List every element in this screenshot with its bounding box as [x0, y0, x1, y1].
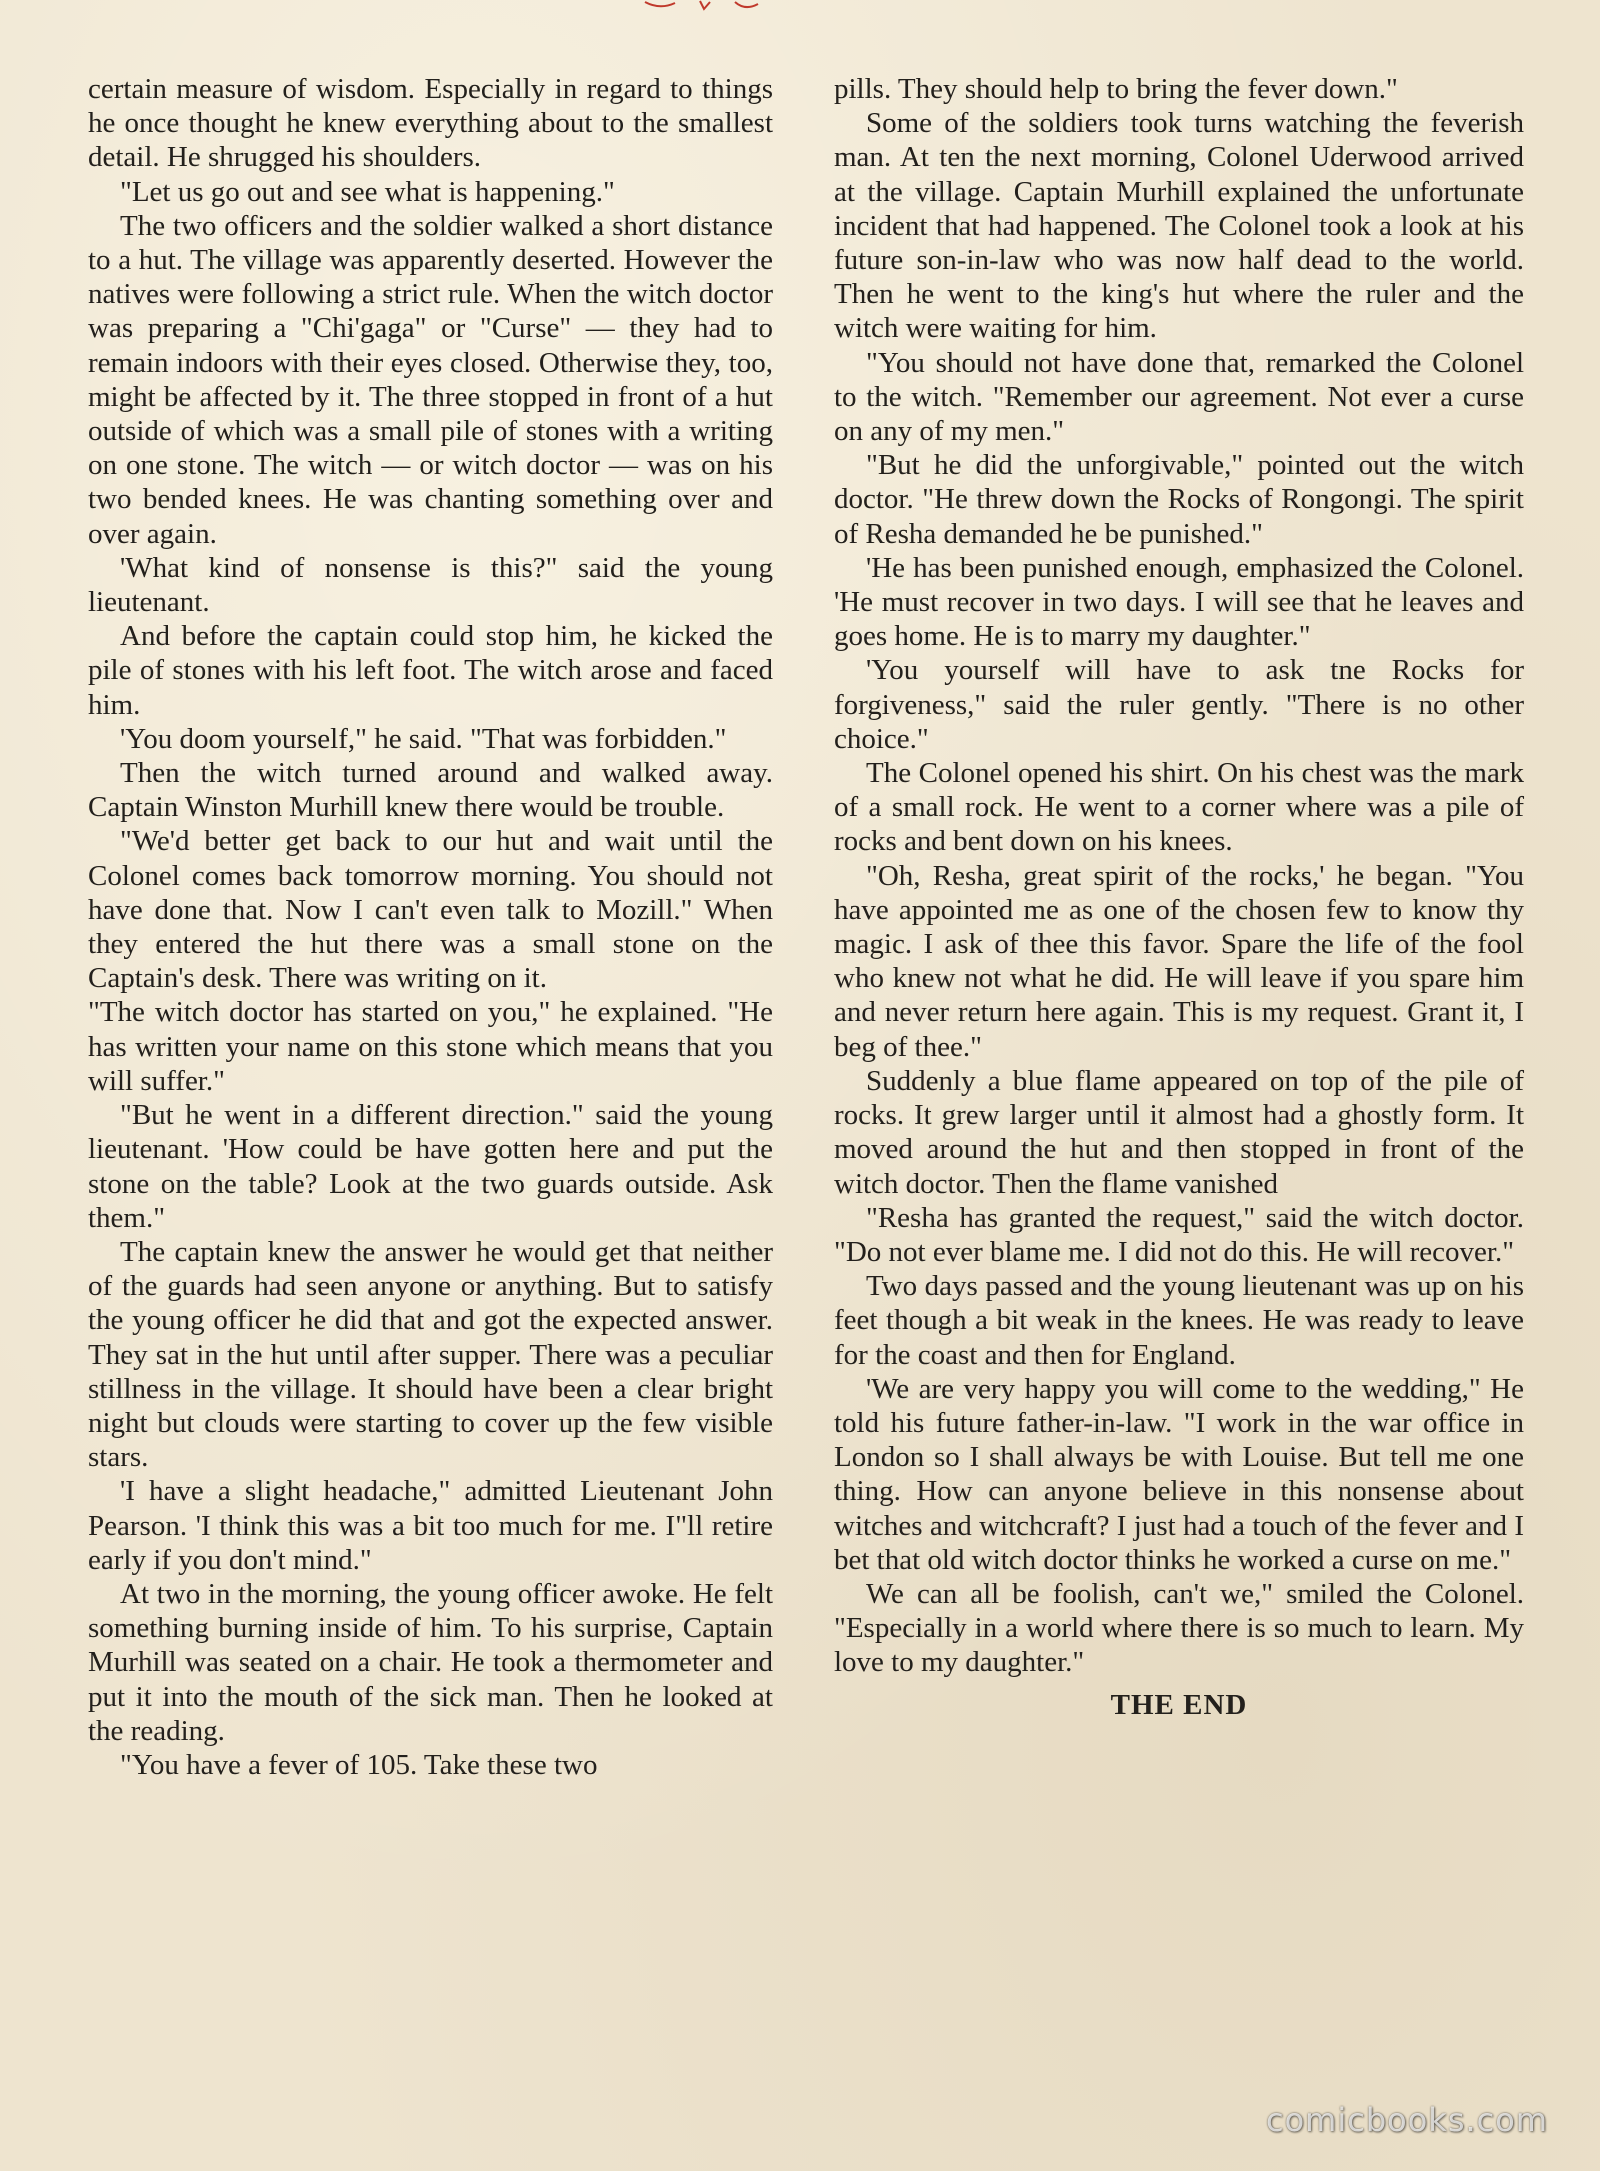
- paragraph: At two in the morning, the young officer awoke. He felt something burning inside of him. To his surprise, Captain Murhill was seated on a chair. He took a thermometer and put it into the mouth of the sick man. Then he looked at the reading.: [88, 1577, 773, 1747]
- paragraph: "But he did the unforgivable," pointed out the witch doctor. "He threw down the Rocks of Rongongi. The spirit of Resha demanded he be punished.": [834, 449, 1524, 550]
- paragraph: certain measure of wisdom. Especially in regard to things he once thought he knew everything about to the smallest detail. He shrugged his shoulders.: [88, 73, 773, 174]
- paragraph: 'He has been punished enough, emphasized the Colonel. 'He must recover in two days. I will see that he leaves and goes home. He is to marry my daughter.": [834, 551, 1524, 653]
- paragraph: "But he went in a different direction." said the young lieutenant. 'How could be have gotten here and put the stone on the table? Look at the two guards outside. Ask them.": [88, 1099, 773, 1234]
- right-text-column: [834, 72, 1524, 1722]
- left-text-column: [88, 72, 773, 1782]
- paragraph: 'You doom yourself," he said. "That was forbidden.": [120, 722, 727, 755]
- paragraph: "We'd better get back to our hut and wait until the Colonel comes back tomorrow morning. You should not have done that. Now I can't even talk to Mozill." When they entered the hut there was a small stone on the Captain's desk. There was writing on it.: [88, 825, 773, 995]
- paragraph: "Resha has granted the request," said the witch doctor. "Do not ever blame me. I did not do this. He will recover.": [834, 1201, 1524, 1268]
- paragraph: "You have a fever of 105. Take these two: [120, 1748, 598, 1781]
- paragraph: Some of the soldiers took turns watching the feverish man. At ten the next morning, Colonel Uderwood arrived at the village. Captain Murhill explained the unfortunate incident that had happened. The Colonel took a look at his future son-in-law who was now half dead to the world. Then he went to the king's hut where the ruler and the witch were waiting for him.: [834, 107, 1524, 345]
- paragraph: "The witch doctor has started on you," he explained. "He has written your name on this stone which means that you will suffer.": [88, 996, 773, 1097]
- paragraph: Then the witch turned around and walked away. Captain Winston Murhill knew there would be trouble.: [88, 757, 773, 824]
- watermark: comicbooks.com: [1265, 2101, 1548, 2139]
- paragraph: 'I have a slight headache," admitted Lieutenant John Pearson. 'I think this was a bit too much for me. I"ll retire early if you don't mind.": [88, 1475, 773, 1576]
- paragraph: The two officers and the soldier walked a short distance to a hut. The village was apparently deserted. However the natives were following a strict rule. When the witch doctor was preparing a "Chi'gaga" or "Curse" — they had to remain indoors with their eyes closed. Otherwise they, too, might be affected by it. The three stopped in front of a hut outside of which was a small pile of stones with a writing on one stone. The witch — or witch doctor — was on his two bended knees. He was chanting something over and over again.: [88, 209, 773, 550]
- paragraph: And before the captain could stop him, he kicked the pile of stones with his left foot. The witch arose and faced him.: [88, 620, 773, 721]
- paragraph: 'What kind of nonsense is this?" said the young lieutenant.: [88, 551, 773, 619]
- paragraph: "You should not have done that, remarked the Colonel to the witch. "Remember our agreement. Not ever a curse on any of my men.": [834, 346, 1524, 448]
- paragraph: 'We are very happy you will come to the wedding," He told his future father-in-law. "I work in the war office in London so I shall always be with Louise. But tell me one thing. How can anyone believe in this nonsense about witches and witchcraft? I just had a touch of the fever and I bet that old witch doctor thinks he worked a curse on me.": [834, 1372, 1524, 1576]
- paragraph: The Colonel opened his shirt. On his chest was the mark of a small rock. He went to a corner where was a pile of rocks and bent down on his knees.: [834, 757, 1524, 858]
- paragraph: pills. They should help to bring the fever down.": [834, 73, 1398, 105]
- paragraph: "Oh, Resha, great spirit of the rocks,' he began. "You have appointed me as one of the chosen few to know thy magic. I ask of thee this favor. Spare the life of the fool who knew not what he did. He will leave if you spare him and never return here again. This is my request. Grant it, I beg of thee.": [834, 859, 1524, 1063]
- the-end-heading: THE END: [1110, 1688, 1248, 1721]
- paragraph: Two days passed and the young lieutenant was up on his feet though a bit weak in the knees. He was ready to leave for the coast and then for England.: [834, 1270, 1524, 1371]
- paragraph: Suddenly a blue flame appeared on top of the pile of rocks. It grew larger until it almost had a ghostly form. It moved around the hut and then stopped in front of the witch doctor. Then the flame vanished: [834, 1064, 1524, 1200]
- paragraph: "Let us go out and see what is happening.": [120, 175, 615, 208]
- paragraph: 'You yourself will have to ask tne Rocks for forgiveness," said the ruler gently. "There is no other choice.": [834, 654, 1524, 755]
- paragraph: The captain knew the answer he would get that neither of the guards had seen anyone or anything. But to satisfy the young officer he did that and got the expected answer. They sat in the hut until after supper. There was a peculiar stillness in the village. It should have been a clear bright night but clouds were starting to cover up the few visible stars.: [88, 1235, 773, 1474]
- top-print-mark: [640, 0, 780, 12]
- paragraph: We can all be foolish, can't we," smiled the Colonel. "Especially in a world where there is so much to learn. My love to my daughter.": [834, 1577, 1524, 1679]
